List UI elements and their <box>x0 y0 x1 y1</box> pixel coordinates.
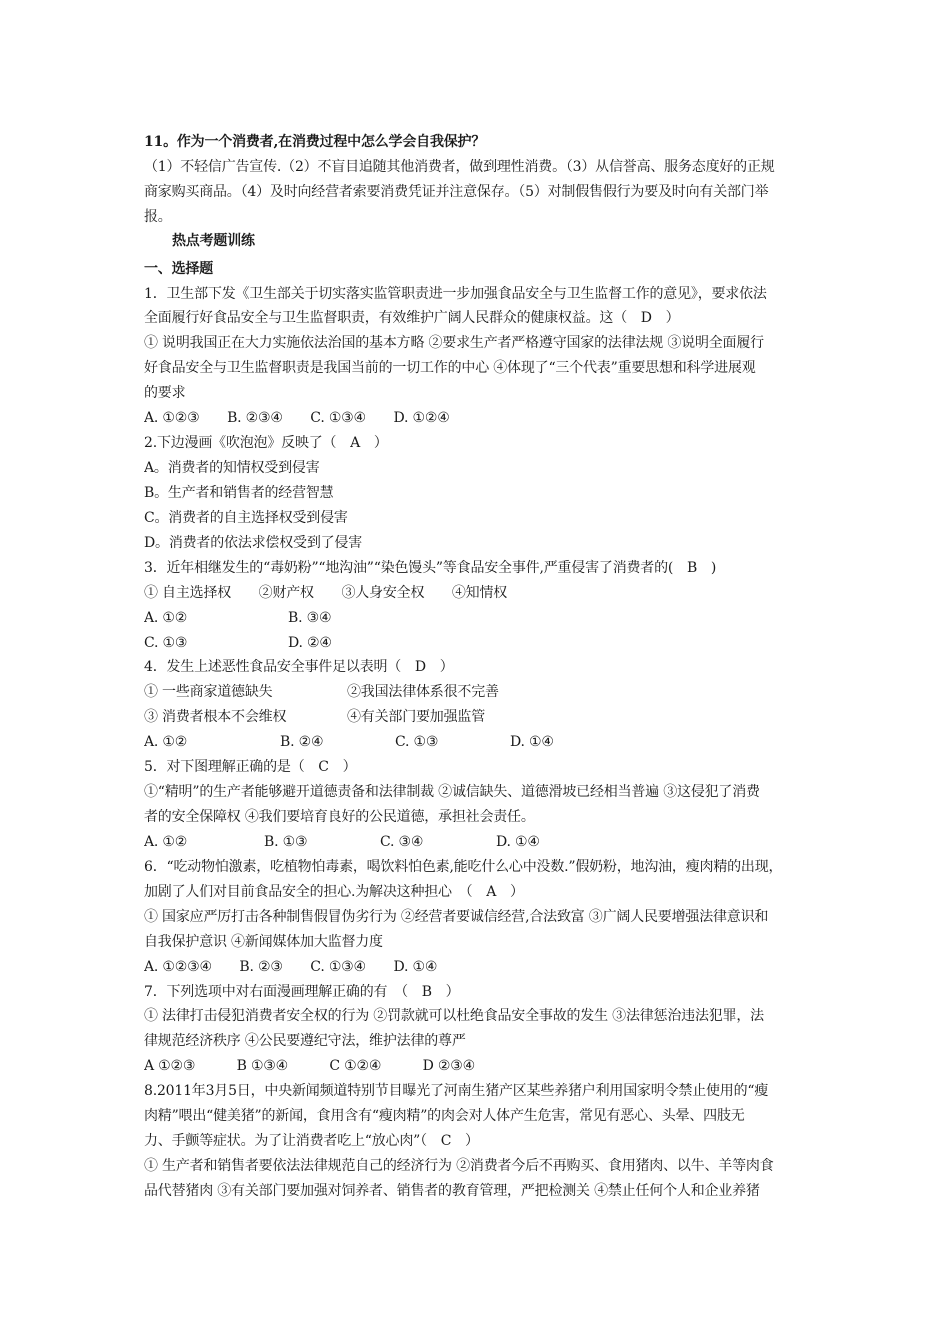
question-1-line: 好食品安全与卫生监督职责是我国当前的一切工作的中心 ④体现了“三个代表”重要思想和科学进展观 <box>144 360 756 376</box>
question-1-line: 全面履行好食品安全与卫生监督职责，有效维护广阔人民群众的健康权益。这（ D ） <box>144 310 680 326</box>
question-7-line: 律规范经济秩序 ④公民要遵纪守法，维护法律的尊严 <box>144 1033 466 1049</box>
answer-c: C. ①③ <box>144 635 188 651</box>
question-6-line: 6．“吃动物怕激素，吃植物怕毒素，喝饮料怕色素,能吃什么心中没数.”假奶粉，地沟油，瘦肉精的出现， <box>144 859 783 875</box>
question-6-line: ① 国家应严厉打击各种制售假冒伪劣行为 ②经营者要诚信经营,合法致富 ③广阔人民要增强法律意识和 <box>144 909 769 925</box>
answer-a: A. ①② <box>144 834 188 850</box>
question-7-stem: 7．下列选项中对右面漫画理解正确的有 （ B ） <box>144 984 460 1000</box>
question-8-line: 品代替猪肉 ③有关部门要加强对饲养者、销售者的教育管理，严把检测关 ④禁止任何个人和企业养猪 <box>144 1183 760 1199</box>
question-11-line: 商家购买商品。（4）及时向经营者索要消费凭证并注意保存。（5）对制假售假行为要及时向有关部门举 <box>144 184 769 200</box>
question-1-line: ① 说明我国正在大力实施依法治国的基本方略 ②要求生产者严格遵守国家的法律法规 ③说明全面履行 <box>144 335 764 351</box>
question-5-stem: 5．对下图理解正确的是（ C ） <box>144 759 357 775</box>
question-8-line: 力、手颤等症状。为了让消费者吃上“放心肉”（ C ） <box>144 1133 479 1149</box>
question-2-stem: 2.下边漫画《吹泡泡》反映了（ A ） <box>144 435 388 451</box>
question-2-option: C。消费者的自主选择权受到侵害 <box>144 510 348 526</box>
option-1: ① 一些商家道德缺失 <box>144 684 273 700</box>
question-4-option-row <box>144 680 816 705</box>
answer-d: D. ②④ <box>288 635 332 651</box>
question-3-answer-row <box>144 606 816 631</box>
answer-b: B. ③④ <box>288 610 332 626</box>
answer-a: A. ①② <box>144 734 188 750</box>
question-11-title: 11。作为一个消费者,在消费过程中怎么学会自我保护？ <box>144 134 486 150</box>
question-2-option: B。生产者和销售者的经营智慧 <box>144 485 334 501</box>
answer-b: B. ②④ <box>280 734 324 750</box>
question-3-stem: 3．近年相继发生的“毒奶粉”“地沟油”“染色馒头”等食品安全事件,严重侵害了消费者的( B ) <box>144 560 717 576</box>
question-5-line: 者的安全保障权 ④我们要培育良好的公民道德，承担社会责任。 <box>144 809 535 825</box>
question-6-line: 加剧了人们对目前食品安全的担心.为解决这种担心 （ A ） <box>144 884 524 900</box>
question-8-line: ① 生产者和销售者要依法法律规范自己的经济行为 ②消费者今后不再购买、食用猪肉、以牛、羊等肉食 <box>144 1158 774 1174</box>
question-8-line: 肉精”喂出“健美猪”的新闻，食用含有“瘦肉精”的肉会对人体产生危害，常见有恶心、头晕、四肢无 <box>144 1108 745 1124</box>
answer-a: A. ①② <box>144 610 188 626</box>
question-4-stem: 4．发生上述恶性食品安全事件足以表明（ D ） <box>144 659 454 675</box>
question-4-option-row <box>144 705 816 730</box>
answer-c: C. ③④ <box>380 834 424 850</box>
question-1-line: 的要求 <box>144 385 186 401</box>
answer-d: D. ①④ <box>510 734 554 750</box>
answer-c: C. ①③ <box>395 734 439 750</box>
question-6-line: 自我保护意识 ④新闻媒体加大监督力度 <box>144 934 383 950</box>
question-1-answers: A. ①②③ B. ②③④ C. ①③④ D. ①②④ <box>144 410 450 426</box>
option-4: ④有关部门要加强监管 <box>347 709 485 725</box>
answer-b: B. ①③ <box>264 834 308 850</box>
question-5-line: ①“精明”的生产者能够避开道德责备和法律制裁 ②诚信缺失、道德滑坡已经相当普遍 ③这侵犯了消费 <box>144 784 760 800</box>
question-2-option: D。消费者的依法求偿权受到了侵害 <box>144 535 363 551</box>
answer-d: D. ①④ <box>496 834 540 850</box>
option-3: ③ 消费者根本不会维权 <box>144 709 287 725</box>
question-6-answers: A. ①②③④ B. ②③ C. ①③④ D. ①④ <box>144 959 438 975</box>
question-8-line: 8.2011年3月5日，中央新闻频道特别节目曝光了河南生猪产区某些养猪户利用国家明令禁止使用的“瘦 <box>144 1083 769 1099</box>
question-7-line: ① 法律打击侵犯消费者安全权的行为 ②罚款就可以杜绝食品安全事故的发生 ③法律惩治违法犯罪，法 <box>144 1008 764 1024</box>
section-title: 热点考题训练 <box>172 233 255 249</box>
question-11-line: 报。 <box>144 209 172 225</box>
option-2: ②我国法律体系很不完善 <box>347 684 499 700</box>
question-1-line: 1．卫生部下发《卫生部关于切实落实监管职责进一步加强食品安全与卫生监督工作的意见》，要求依法 <box>144 286 767 302</box>
question-7-answers: A ①②③ B ①③④ C ①②④ D ②③④ <box>144 1058 475 1074</box>
question-11-line: （1）不轻信广告宣传.（2）不盲目追随其他消费者，做到理性消费。（3）从信誉高、服务态度好的正规 <box>144 159 775 175</box>
question-2-option: A。消费者的知情权受到侵害 <box>144 460 320 476</box>
question-4-answers <box>144 730 816 755</box>
question-3-answer-row <box>144 631 816 656</box>
part-title: 一、选择题 <box>144 261 213 277</box>
question-5-answers <box>144 830 816 855</box>
question-3-options: ① 自主选择权 ②财产权 ③人身安全权 ④知情权 <box>144 585 508 601</box>
